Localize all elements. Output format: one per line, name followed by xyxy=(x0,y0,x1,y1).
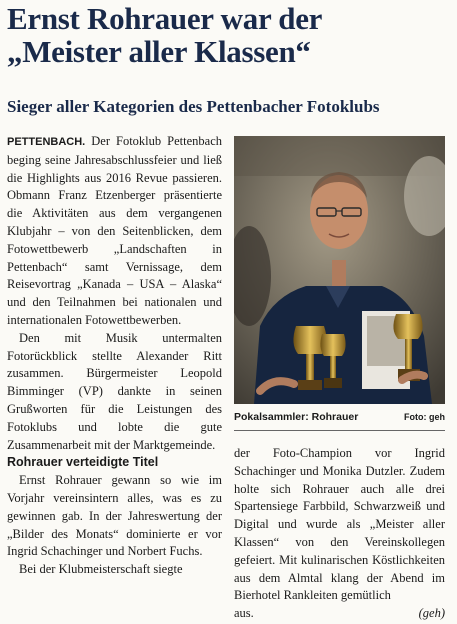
caption-divider xyxy=(234,430,445,431)
paragraph-4-start: Bei der Klubmeisterschaft siegte xyxy=(19,562,183,577)
headline-line-1: Ernst Rohrauer war der xyxy=(7,1,323,36)
article-column-right xyxy=(234,445,445,623)
paragraph-2: Den mit Musik untermalten Fotorückblick stellte Alexander Ritt zusammen. Bürgermeister Leopold Bimminger (VP) dankte in seinen Grußworten für die Leistungen des Fotoklubs und lobte die gute Zusammenarbeit mit der Marktgemeinde. xyxy=(7,330,222,452)
caption-text: Pokalsammler: Rohrauer xyxy=(234,411,359,423)
paragraph-3: Ernst Rohrauer gewann so wie im Vorjahr vereinsintern alles, was es zu gewinnen gab. In der Jahreswertung der „Bilder des Monats“ dominierte er vor Ingrid Schachinger und Norbert Fuchs. xyxy=(7,473,222,559)
headline xyxy=(7,2,453,68)
article-column-left xyxy=(7,133,222,579)
article-photo xyxy=(234,136,445,404)
paragraph-4-end: aus. xyxy=(234,606,254,621)
paragraph-4-continued: der Foto-Champion vor Ingrid Schachinger und Monika Dutzler. Zudem holte sich Rohrauer auch alle drei Spartensiege Farbbild, Schwarzweiß und Digital und wurde als „Meister aller Klassen“ von den Vereinskollegen gefeiert. Mit kulinarischen Köstlichkeiten aus dem Almtal klang der Abend im Bierhotel Rankleiten gemütlich xyxy=(234,446,445,603)
photo-caption xyxy=(234,411,445,423)
photo-image xyxy=(234,136,445,404)
headline-line-2: „Meister aller Klassen“ xyxy=(7,34,311,69)
author-signature: (geh) xyxy=(418,606,445,621)
closing-line xyxy=(234,605,445,623)
subheadline: Sieger aller Kategorien des Pettenbacher Fotoklubs xyxy=(7,97,380,116)
paragraph-1-text: Der Fotoklub Pettenbach beging seine Jahresabschlussfeier und ließ die Highlights aus 2016 Revue passieren. Obmann Franz Etzenberger präsentierte die Aktivitäten aus dem vergangenen Klubjahr – von den Seitenblicken, dem Fotowettbewerb „Landschaften in Pettenbach“ samt Vernissage, dem Reisevortrag „Kanada – USA – Alaska“ und den Teilnahmen bei nationalen und internationalen Fotowettbewerben. xyxy=(7,134,222,327)
dateline: PETTENBACH. xyxy=(7,136,86,148)
photo-credit: Foto: geh xyxy=(404,412,445,422)
paragraph-intro xyxy=(7,133,222,330)
section-title: Rohrauer verteidigte Titel xyxy=(7,455,159,470)
